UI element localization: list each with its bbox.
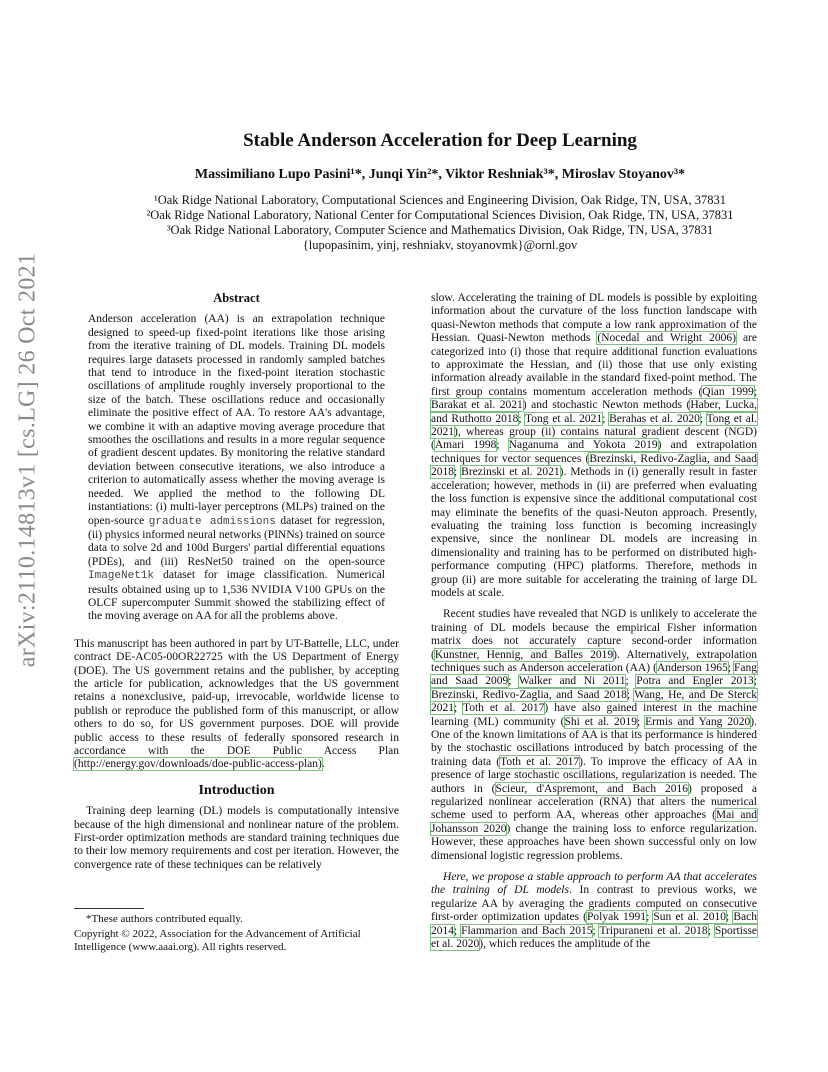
body-text: slow. Accelerating the training of DL models is possible by exploiting information about the curvature of the loss function landscape with quasi-Newton methods that compute a low rank approximation of the Hessian. Quasi-Newton methods — [431, 292, 757, 345]
affiliation-3: ³Oak Ridge National Laboratory, Computer Science and Mathematics Division, Oak Ridge, TN, USA, 37831 — [166, 223, 714, 237]
body-text: ) change the training loss to enforce regularization. However, these approaches have been shown successful only on low dimensional logistic regression problems. — [431, 822, 757, 862]
body-text: ; — [626, 688, 635, 701]
citation-link[interactable]: Amari 1998 — [434, 439, 497, 452]
citation-link[interactable]: Qian 1999 — [702, 385, 754, 398]
contribution-statement: Here, we propose a stable approach to perform AA that accelerates the training of DL models — [431, 871, 757, 897]
citation-link[interactable]: (Nocedal and Wright 2006) — [597, 332, 736, 345]
right-column — [431, 292, 757, 952]
citation-link[interactable]: Brezinski et al. 2021 — [461, 466, 560, 479]
citation-link[interactable]: Fang and Saad 2009 — [431, 661, 757, 688]
body-text: ; — [508, 675, 519, 688]
body-text: ; — [727, 661, 734, 674]
body-text: ; — [753, 675, 757, 688]
body-text: ). One of the known limitations of AA is that its performance is hindered by the stochastic oscillations introduced by batch processing of the training data ( — [431, 715, 757, 768]
author-emails: {lupopasinim, yinj, reshniakv, stoyanovmk}@ornl.gov — [302, 238, 578, 252]
body-text: ; — [518, 412, 526, 425]
affiliation-1: ¹Oak Ridge National Laboratory, Computational Sciences and Engineering Division, Oak Ridge, TN, USA, 37831 — [153, 193, 727, 207]
body-text: ; — [707, 924, 715, 937]
body-text: ; — [625, 675, 637, 688]
abstract-part-1: Anderson acceleration (AA) is an extrapolation technique designed to speed-up fixed-point iterations like those arising from the iterative training of DL models. Training DL models requires large datasets processed in randomly sampled batches that tend to introduce in the fixed-point iteration stochastic oscillations of amplitude roughly inversely proportional to the size of the batch. These oscillations reduce and occasionally eliminate the positive effect of AA. To restore AA's advantage, we combine it with an adaptive moving average procedure that smoothes the oscillations and results in a more regular sequence of gradient descent updates. By monitoring the relative standard deviation between consecutive iterations, we also introduce a criterion to automatically assess whether the moving average is needed. We applied the method to the following DL instantiations: (i) multi-layer perceptrons (MLPs) trained on the open-source — [88, 313, 385, 527]
abstract-text — [88, 313, 385, 623]
citation-link[interactable]: Tripuraneni et al. 2018 — [599, 924, 708, 937]
body-text: ), which reduces the amplitude of the — [479, 938, 651, 951]
copyright-notice: Copyright © 2022, Association for the Advancement of Artificial Intelligence (www.aaai.org). All rights reserved. — [74, 928, 361, 953]
citation-link[interactable]: Berahas et al. 2020 — [609, 412, 700, 425]
body-text: ; — [646, 911, 654, 924]
intro-paragraph-1: Training deep learning (DL) models is computationally intensive because of the high dimensional and nonlinear nature of the problem. First-order optimization methods are standard training techniques due to their low memory requirements and cost per iteration. However, the convergence rate of these techniques can be relatively — [74, 805, 399, 871]
citation-link[interactable]: Shi et al. 2019 — [564, 715, 638, 728]
body-text: ). To improve the efficacy of AA in presence of large stochastic oscillations, regularization is needed. The authors in ( — [431, 755, 757, 795]
right-paragraph-3 — [431, 871, 757, 951]
citation-link[interactable]: Scieur, d'Aspremont, and Bach 2016 — [495, 782, 689, 795]
affiliation-2: ²Oak Ridge National Laboratory, National Center for Computational Sciences Division, Oak Ridge, TN, USA, 37831 — [146, 208, 734, 222]
citation-link[interactable]: Tong et al. 2021 — [431, 412, 757, 439]
citation-link[interactable]: Bach 2014 — [431, 911, 757, 937]
citation-link[interactable]: Ermis and Yang 2020 — [645, 715, 751, 728]
footnote-area — [74, 908, 399, 954]
body-text: ) and extrapolation techniques for vector sequences ( — [431, 439, 757, 465]
citation-link[interactable]: Walker and Ni 2011 — [518, 675, 626, 688]
body-text: ; — [454, 466, 462, 479]
body-text: ; — [726, 911, 734, 924]
body-text: ) proposed a regularized nonlinear acceleration (RNA) that alters the numerical scheme used to perform AA, whereas other approaches ( — [431, 782, 757, 822]
body-text: ; — [592, 924, 600, 937]
citation-link[interactable]: Sun et al. 2010 — [653, 911, 727, 924]
citation-link[interactable]: Brezinski, Redivo-Zaglia, and Saad 2018 — [431, 688, 627, 701]
arxiv-side-stamp — [8, 120, 48, 800]
dataset-name-graduate-admissions: graduate admissions — [148, 515, 276, 528]
body-text: are categorized into (i) those that require additional function evaluations to approximate the Hessian, and (ii) those that use only existing information already available in the standard fixed-point method. The first group contains momentum acceleration methods ( — [431, 332, 757, 398]
body-text: ). Alternatively, extrapolation techniques such as Anderson acceleration (AA) ( — [431, 648, 758, 674]
right-paragraph-2 — [431, 608, 757, 863]
citation-link[interactable]: Mai and Johansson 2020 — [431, 809, 757, 835]
citation-link[interactable]: Tong et al. 2021 — [525, 412, 603, 425]
doe-notice-text: This manuscript has been authored in part by UT-Battelle, LLC, under contract DE-AC05-00OR22725 with the US Department of Energy (DOE). The US government retains and the publisher, by accepting the article for publication, acknowledges that the US government retains a nonexclusive, paid-up, irrevocable, worldwide license to publish or reproduce the published form of this manuscript, or allow others to do so, for US government purposes. DOE will provide public access to these results of federally sponsored research in accordance with the DOE Public Access Plan — [74, 637, 399, 757]
affiliations — [80, 193, 800, 253]
body-text: ) have also gained interest in the machine learning (ML) community ( — [431, 702, 757, 728]
right-paragraph-1 — [431, 292, 757, 600]
citation-link[interactable]: Haber, Lucka, and Ruthotto 2018 — [431, 399, 757, 425]
introduction-heading: Introduction — [198, 782, 275, 798]
citation-link[interactable]: Potra and Engler 2013 — [636, 675, 754, 688]
footnote-rule — [74, 908, 144, 909]
body-text: . In contrast to previous works, we regularize AA by averaging the gradients computed on consecutive first-order optimization updates ( — [431, 884, 757, 924]
left-column — [74, 292, 399, 872]
abstract-part-3: dataset for image classification. Numerical results obtained using up to 1,536 NVIDIA V100 GPUs on the OLCF supercomputer Summit showed the stabilizing effect of the moving average on AA for all the problems above. — [88, 569, 385, 623]
body-text: ; — [753, 385, 758, 398]
body-text: ; — [454, 924, 462, 937]
paper-title: Stable Anderson Acceleration for Deep Learning — [243, 130, 637, 151]
citation-link[interactable]: Kunstner, Hennig, and Balles 2019 — [434, 648, 614, 661]
body-text: Recent studies have revealed that NGD is unlikely to accelerate the training of DL models because the empirical Fisher information matrix does not accurately capture second-order information ( — [431, 608, 757, 661]
citation-link[interactable]: Naganuma and Yokota 2019 — [508, 439, 658, 452]
body-text: ) and stochastic Newton methods ( — [522, 399, 691, 412]
citation-link[interactable]: Brezinski, Redivo-Zaglia, and Saad 2018 — [431, 452, 757, 479]
arxiv-identifier: arXiv:2110.14813v1 [cs.LG] 26 Oct 2021 — [14, 252, 41, 668]
dataset-name-imagenet: ImageNet1k — [88, 570, 155, 583]
abstract-heading: Abstract — [213, 291, 260, 305]
citation-link[interactable]: Sportisse et al. 2020 — [431, 924, 757, 951]
citation-link[interactable]: Toth et al. 2017 — [500, 755, 580, 768]
citation-link[interactable]: Barakat et al. 2021 — [431, 399, 523, 412]
body-text: ; — [454, 702, 463, 715]
citation-link[interactable]: Toth et al. 2017 — [463, 702, 545, 715]
body-text: ; — [637, 715, 646, 728]
citation-link[interactable]: Flammarion and Bach 2015 — [461, 924, 593, 937]
abstract-part-2: dataset for regression, (ii) physics informed neural networks (PINNs) trained on source data to solve 2d and 100d Burgers' partial differential equations (PDEs), and (iii) ResNet50 trained on the open-source — [88, 514, 386, 568]
author-list: Massimiliano Lupo Pasini¹*, Junqi Yin²*, Viktor Reshniak³*, Miroslav Stoyanov³* — [194, 167, 686, 182]
citation-link[interactable]: Wang, He, and De Sterck 2021 — [431, 688, 757, 715]
citation-link[interactable]: Anderson 1965 — [656, 661, 728, 674]
footnote-equal-contribution: *These authors contributed equally. — [86, 913, 243, 925]
body-text: ; — [496, 439, 509, 452]
doe-access-plan-link[interactable]: (http://energy.gov/downloads/doe-public-access-plan) — [74, 758, 322, 771]
body-text: ). Methods in (i) generally result in faster acceleration; however, methods in (ii) are preferred when evaluating the loss function is expensive since the additional computational cost may eliminate the benefits of the quasi-Neuton approach. Presently, evaluating the training loss function is becoming increasingly expensive, since the nonlinear DL models are increasing in dimensionality and training has to be performed on distributed high-performance computing (HPC) platforms. Therefore, methods in group (ii) are more suitable for accelerating the training of large DL models at scale. — [431, 466, 757, 599]
body-text: ), whereas group (ii) contains natural gradient descent (NGD) ( — [431, 426, 757, 452]
body-text: ; — [699, 412, 707, 425]
doe-notice — [74, 638, 399, 772]
citation-link[interactable]: Polyak 1991 — [587, 911, 647, 924]
body-text: ; — [602, 412, 610, 425]
doe-notice-end: . — [321, 758, 325, 771]
